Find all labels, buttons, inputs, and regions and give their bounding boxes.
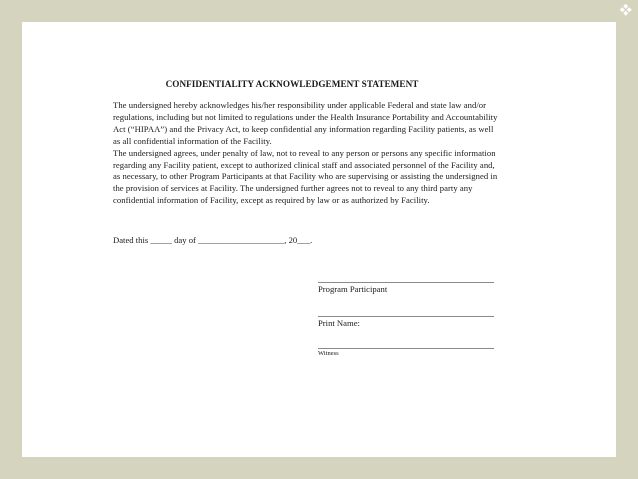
body-paragraph: The undersigned agrees, under penalty of law, not to reveal to any person or persons any specific information regarding any Facility patient, except to authorized clinical staff and associated personnel of the Facility and, as necessary, to other Program Participants at that Facility who are supervising or assisting the undersigned in the provision of services at Facility. The undersigned further agrees not to reveal to any third party any confidential information of Facility, except as required by law or as authorized by Facility. [113,147,498,206]
participant-label: Program Participant [318,284,388,294]
document-title: CONFIDENTIALITY ACKNOWLEDGEMENT STATEMENT [165,79,419,89]
dated-line: Dated this _____ day of ____________________, 20___. [113,235,313,245]
diamond-cluster-icon [620,4,632,16]
print-name-line [318,316,494,317]
print-name-label: Print Name: [318,318,360,328]
witness-signature-line [318,348,494,349]
document-body [113,100,498,207]
witness-label: Witness [318,350,339,357]
document-page [22,22,616,457]
participant-signature-line [318,282,494,283]
body-paragraph: The undersigned hereby acknowledges his/her responsibility under applicable Federal and state law and/or regulations, including but not limited to regulations under the Health Insurance Portability and Accountability Act (“HIPAA”) and the Privacy Act, to keep confidential any information regarding Facility patients, as well as all confidential information of the Facility. [113,100,498,146]
